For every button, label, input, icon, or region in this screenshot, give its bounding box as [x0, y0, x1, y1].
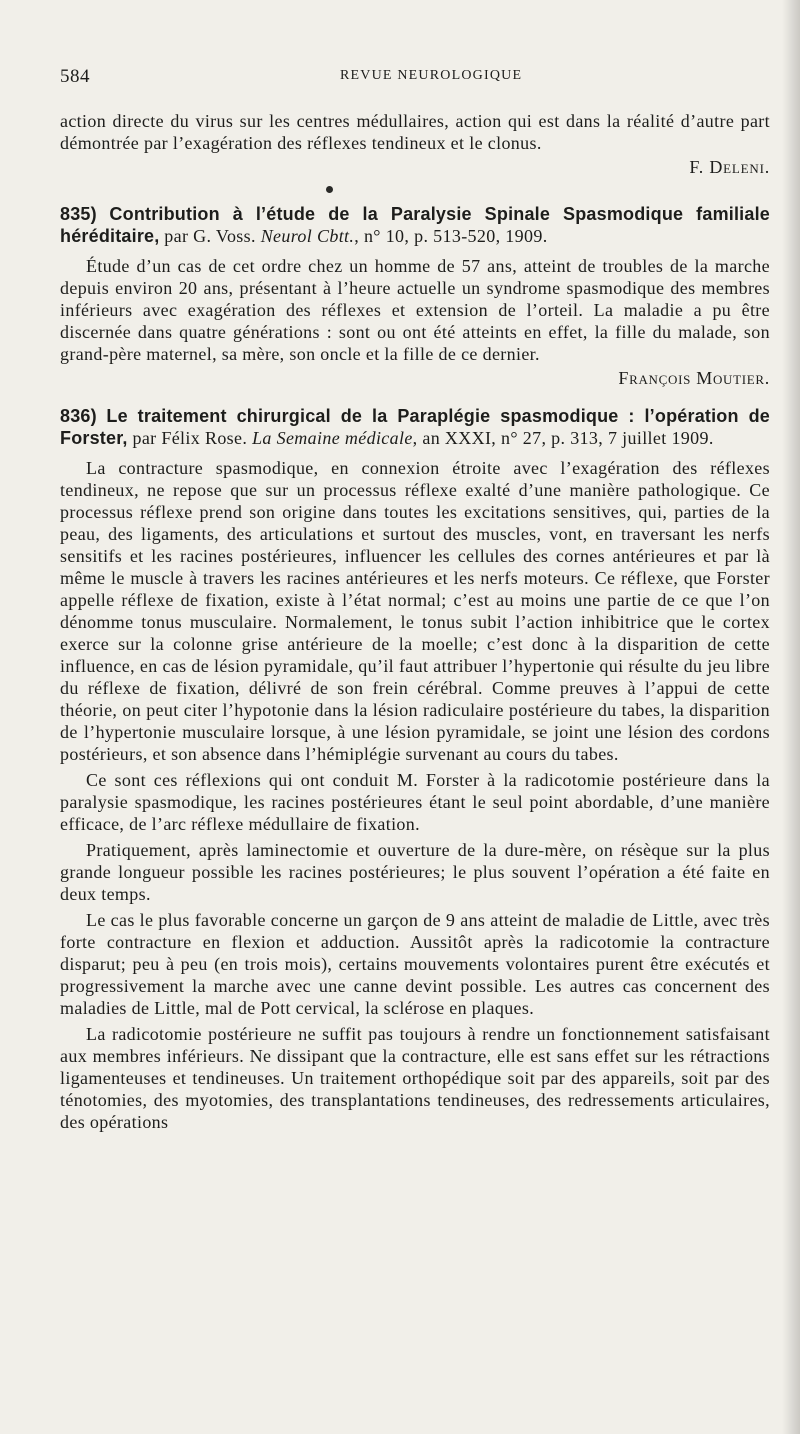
entry-836-paragraph-5: La radicotomie postérieure ne suffit pas toujours à rendre un fonctionnement satisfaisant aux membres inférieurs. Ne dissipant que la contracture, elle est sans effet sur les rétractions ligamenteuses et tendineuses. Un traitement orthopédique soit par des appareils, soit par des ténotomies, des myotomies, des transplantations tendineuses, des redressements articulaires, des opérations [60, 1024, 770, 1132]
entry-836-paragraph-4: Le cas le plus favorable concerne un garçon de 9 ans atteint de maladie de Little, avec très forte contracture en flexion et adduction. Aussitôt après la radicotomie la contracture disparut; peu à peu (en trois mois), certains mouvements volontaires purent être exécutés et progressivement la marche avec une canne devint possible. Les autres cas concernent des maladies de Little, mal de Pott cervical, la sclérose en plaques. [60, 910, 770, 1018]
entry-835-body: Étude d’un cas de cet ordre chez un homme de 57 ans, atteint de troubles de la marche depuis environ 20 ans, présentant à l’heure actuelle un syndrome spasmodique des membres inférieurs avec exagération des réflexes et extension de l’orteil. La maladie a pu être discernée dans quatre générations : sont ou ont été atteints en effet, la fille du malade, son grand-père maternel, sa mère, son oncle et la fille de ce dernier. [60, 256, 770, 364]
entry-835-heading: Contribution à l’étude de la Paralysie Spinale Spasmodique familiale héréditaire, [60, 204, 771, 246]
intro-signature: F. Deleni. [689, 157, 770, 177]
entry-835-title [60, 203, 770, 247]
entry-835-citation-prefix: par G. Voss. [159, 226, 261, 246]
entry-836-number: 836) [60, 406, 97, 426]
entry-835 [60, 203, 770, 389]
section-divider-dot [326, 186, 333, 193]
entry-835-signature: François Moutier. [618, 368, 770, 388]
page-number: 584 [60, 66, 90, 87]
entry-836-title [60, 405, 770, 449]
entry-836-heading: Le traitement chirurgical de la Paraplégie spasmodique : l’opération de Forster, [60, 406, 770, 448]
page-header [60, 66, 760, 94]
entry-836 [60, 405, 770, 1133]
entry-835-number: 835) [60, 204, 97, 224]
entry-836-citation-journal: La Semaine médicale [252, 428, 413, 448]
page-edge-shadow [782, 0, 800, 1434]
entry-835-citation-journal: Neurol Cbtt. [260, 226, 355, 246]
entry-836-paragraph-1: La contracture spasmodique, en connexion étroite avec l’exagération des réflexes tendineux, ne repose que sur un processus réflexe exalté d’une manière pathologique. Ce processus réflexe prend son origine dans toutes les excitations sensitives, qui, parties de la peau, des ligaments, des articulations et surtout des muscles, vont, en traversant les nerfs sensitifs et les racines postérieures, influencer les cellules des cornes antérieures et par là même le muscle à travers les racines antérieures et les nerfs moteurs. Ce réflexe, que Forster appelle réflexe de fixation, existe à l’état normal; c’est au moins une partie de ce que l’on dénomme tonus musculaire. Normalement, le tonus subit l’action inhibitrice que le cortex exerce sur la colonne grise antérieure de la moelle; c’est donc à la disparition de cette influence, en cas de lésion pyramidale, qu’il faut attribuer l’hypertonie qui résulte du jeu libre du réflexe de fixation, délivré de son frein cérébral. Comme preuves à l’appui de cette théorie, on peut citer l’hypotonie dans la lésion radiculaire postérieure du tabes, la disparition de l’hypertonie musculaire lorsque, à une lésion pyramidale, se joint une lésion des cordons postérieurs, et son absence dans l’hémiplégie survenant au cours du tabes. [60, 458, 770, 764]
article-content [60, 110, 770, 1133]
entry-835-citation-suffix: , n° 10, p. 513-520, 1909. [354, 226, 548, 246]
intro-paragraph: action directe du virus sur les centres médullaires, action qui est dans la réalité d’autre part démontrée par l’exagération des réflexes tendineux et le clonus. [60, 111, 770, 153]
entry-836-paragraph-3: Pratiquement, après laminectomie et ouverture de la dure-mère, on résèque sur la plus grande longueur possible les racines postérieures; le plus souvent l’opération a été faite en deux temps. [60, 840, 770, 904]
entry-836-citation-suffix: , an XXXI, n° 27, p. 313, 7 juillet 1909. [412, 428, 714, 448]
running-head: REVUE NEUROLOGIQUE [340, 68, 523, 83]
entry-836-paragraph-2: Ce sont ces réflexions qui ont conduit M. Forster à la radicotomie postérieure dans la paralysie spasmodique, les racines postérieures étant le seul point abordable, d’une manière efficace, de l’arc réflexe médullaire de fixation. [60, 770, 770, 834]
entry-836-citation-prefix: par Félix Rose. [127, 428, 253, 448]
